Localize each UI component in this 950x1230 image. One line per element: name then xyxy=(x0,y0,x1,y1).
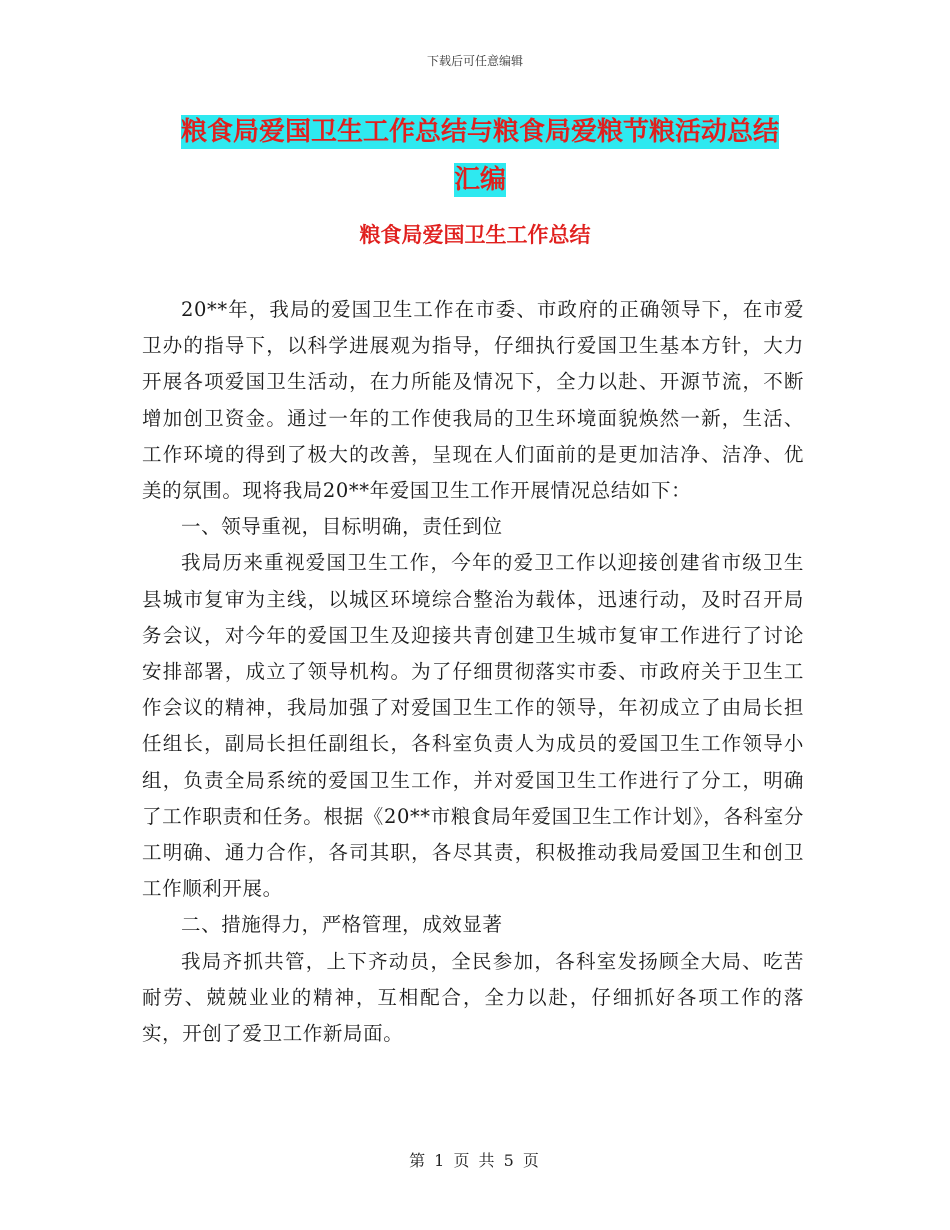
paragraph: 我局齐抓共管，上下齐动员，全民参加，各科室发扬顾全大局、吃苦耐劳、兢兢业业的精神，互相配合，全力以赴，仔细抓好各项工作的落实，开创了爱卫工作新局面。 xyxy=(142,949,804,1046)
paragraph: 我局历来重视爱国卫生工作，今年的爱卫工作以迎接创建省市级卫生县城市复审为主线，以城区环境综合整治为载体，迅速行动，及时召开局务会议，对今年的爱国卫生及迎接共青创建卫生城市复审工作进行了讨论安排部署，成立了领导机构。为了仔细贯彻落实市委、市政府关于卫生工作会议的精神，我局加强了对爱国卫生工作的领导，年初成立了由局长担任组长，副局长担任副组长，各科室负责人为成员的爱国卫生工作领导小组，负责全局系统的爱国卫生工作，并对爱国卫生工作进行了分工，明确了工作职责和任务。根据《20**市粮食局年爱国卫生工作计划》，各科室分工明确、通力合作，各司其职，各尽其责，积极推动我局爱国卫生和创卫工作顺利开展。 xyxy=(142,551,804,901)
subheading: 一、领导重视，目标明确，责任到位 xyxy=(181,515,503,539)
document-title-line1: 粮食局爱国卫生工作总结与粮食局爱粮节粮活动总结 xyxy=(180,117,779,147)
document-title-line2: 汇编 xyxy=(453,165,506,195)
page-number: 第 1 页 共 5 页 xyxy=(409,1151,541,1170)
section-title: 粮食局爱国卫生工作总结 xyxy=(359,223,591,247)
header-note: 下载后可任意编辑 xyxy=(426,54,523,68)
document-title xyxy=(140,108,820,204)
document-body xyxy=(142,292,804,1052)
subheading: 二、措施得力，严格管理，成效显著 xyxy=(181,913,503,937)
paragraph: 20**年，我局的爱国卫生工作在市委、市政府的正确领导下，在市爱卫办的指导下，以科学进展观为指导，仔细执行爱国卫生基本方针，大力开展各项爱国卫生活动，在力所能及情况下，全力以赴、开源节流，不断增加创卫资金。通过一年的工作使我局的卫生环境面貌焕然一新，生活、工作环境的得到了极大的改善，呈现在人们面前的是更加洁净、洁净、优美的氛围。现将我局20**年爱国卫生工作开展情况总结如下： xyxy=(142,298,804,503)
